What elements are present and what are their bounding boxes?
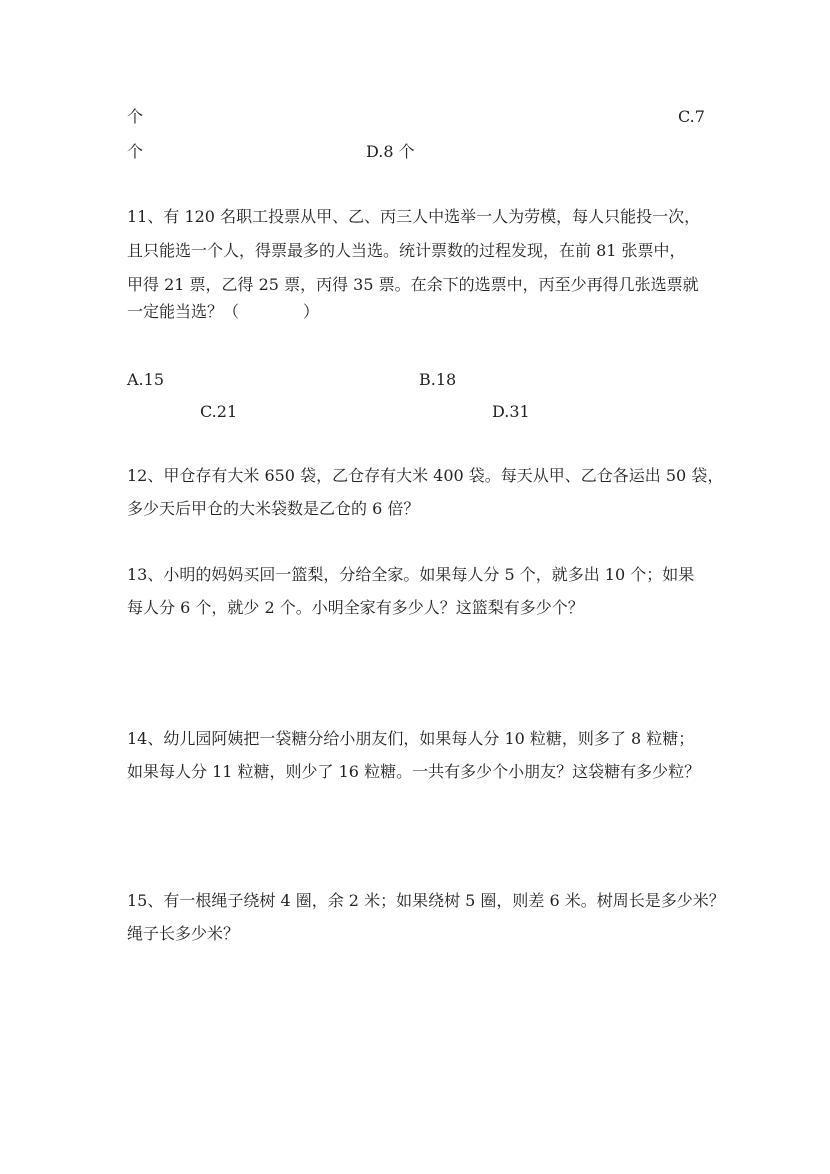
prev-option-tail: 个	[127, 107, 144, 126]
question-text-line: 绳子长多少米？	[127, 924, 240, 943]
question-text-line: 13、小明的妈妈买回一篮梨，分给全家。如果每人分 5 个，就多出 10 个；如果	[127, 565, 695, 584]
question-text-line: 一定能当选？（ ）	[127, 302, 320, 321]
question-text-line: 11、有 120 名职工投票从甲、乙、丙三人中选举一人为劳模，每人只能投一次，	[127, 207, 701, 226]
question-text-line: 14、幼儿园阿姨把一袋糖分给小朋友们，如果每人分 10 粒糖，则多了 8 粒糖；	[127, 729, 695, 748]
prev-option-c: C.7	[678, 107, 705, 126]
question-text-line: 15、有一根绳子绕树 4 圈，余 2 米；如果绕树 5 圈，则差 6 米。树周长是多少米？	[127, 891, 725, 910]
question-text-line: 每人分 6 个，就少 2 个。小明全家有多少人？这篮梨有多少个？	[127, 598, 584, 617]
prev-option-tail-2: 个	[127, 142, 144, 161]
question-text-line: 如果每人分 11 粒糖，则少了 16 粒糖。一共有多少个小朋友？这袋糖有多少粒？	[127, 762, 701, 781]
option-d: D.31	[492, 402, 530, 421]
option-a: A.15	[127, 370, 164, 389]
question-text-line: 甲得 21 票，乙得 25 票，丙得 35 票。在余下的选票中，丙至少再得几张选票就	[127, 275, 699, 294]
question-text-line: 12、甲仓存有大米 650 袋，乙仓存有大米 400 袋。每天从甲、乙仓各运出 50 袋，	[127, 466, 724, 485]
option-b: B.18	[419, 370, 457, 389]
prev-option-d: D.8 个	[366, 142, 415, 161]
question-text-line: 多少天后甲仓的大米袋数是乙仓的 6 倍？	[127, 499, 420, 518]
question-text-line: 且只能选一个人，得票最多的人当选。统计票数的过程发现，在前 81 张票中，	[127, 241, 686, 260]
option-c: C.21	[200, 402, 238, 421]
